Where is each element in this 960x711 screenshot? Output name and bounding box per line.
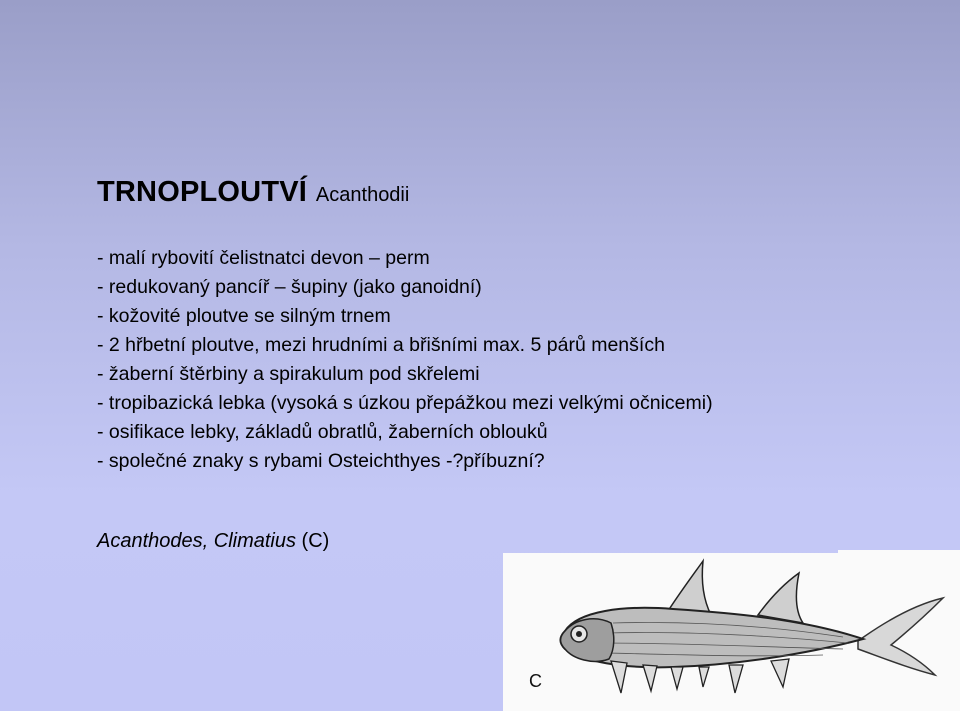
slide-title xyxy=(97,172,409,209)
fish-illustration xyxy=(503,553,960,711)
bullet-item: - tropibazická lebka (vysoká s úzkou přepážkou mezi velkými očnicemi) xyxy=(97,392,713,414)
pupil xyxy=(576,631,582,637)
bullet-item: - redukovaný pancíř – šupiny (jako ganoidní) xyxy=(97,276,482,298)
dorsal-fin-rear xyxy=(758,573,803,623)
title-main: TRNOPLOUTVÍ xyxy=(97,176,308,208)
bullet-item: - malí rybovití čelistnatci devon – perm xyxy=(97,247,430,269)
bullet-list xyxy=(97,244,713,476)
climatius-fish-drawing xyxy=(503,553,960,711)
bullet-item: - osifikace lebky, základů obratlů, žaberních oblouků xyxy=(97,421,548,443)
dorsal-fin-front xyxy=(668,561,711,615)
genera-suffix: (C) xyxy=(295,530,330,552)
bullet-item: - 2 hřbetní ploutve, mezi hrudními a břišními max. 5 párů menších xyxy=(97,334,665,356)
figure-label: C xyxy=(529,671,542,691)
tail-fin xyxy=(858,598,943,675)
fish-head xyxy=(561,619,614,662)
bullet-item: - společné znaky s rybami Osteichthyes -?příbuzní? xyxy=(97,450,545,472)
title-subtitle: Acanthodii xyxy=(315,184,410,206)
bullet-item: - kožovité ploutve se silným trnem xyxy=(97,305,391,327)
genera-names: Acanthodes, Climatius xyxy=(97,530,296,552)
bullet-item: - žaberní štěrbiny a spirakulum pod skřelemi xyxy=(97,363,480,385)
genera-caption xyxy=(97,530,329,553)
